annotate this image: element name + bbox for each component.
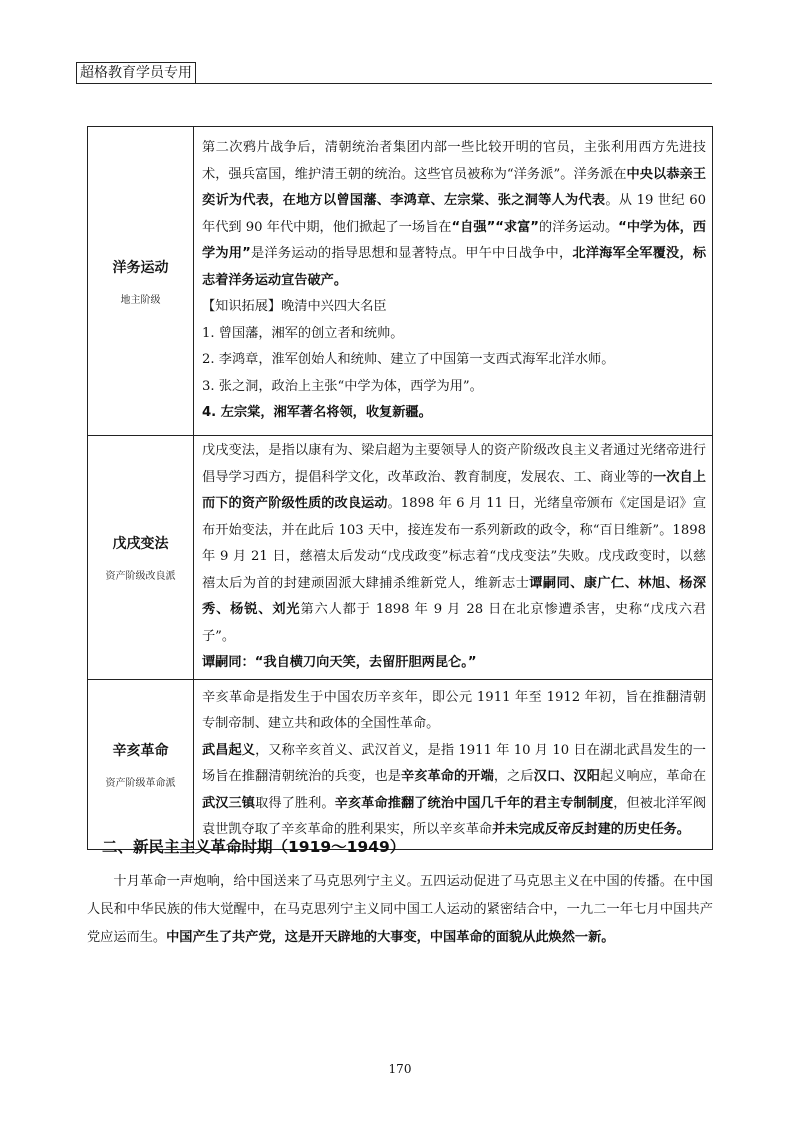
section-heading: 二、新民主主义革命时期（1919～1949） [102,838,406,856]
row-title: 戊戌变法 [112,535,169,552]
paragraph [202,400,706,427]
row-content [194,127,713,436]
paragraph [202,294,706,321]
emphasis-text: “自强”“求富” [451,219,539,235]
emphasis-text: 谭嗣同、康广仁、林旭、杨深秀、杨锐、刘光 [202,575,707,617]
text-run: ，又称辛亥首义、武汉首义，是指 1911 年 10 月 10 日在湖北武昌发生的一场旨在推翻清朝统治的兵变，也是 [202,742,706,784]
row-paragraphs [202,135,706,427]
emphasis-text: 武汉三镇 [202,795,256,811]
row-label-cell [88,436,194,680]
emphasis-text: 并未完成反帝反封建的历史任务。 [492,822,690,837]
row-subtitle: 资产阶级革命派 [105,777,176,789]
header-tag: 超格教育学员专用 [76,62,196,84]
emphasis-text: 北洋海军全军覆没，标志着洋务运动宣告破产。 [202,246,707,288]
text-run: ，但被北洋军阀袁世凯夺取了辛亥革命的胜利果实，所以辛亥革命 [202,795,707,837]
paragraph [202,135,706,294]
paragraph [202,685,706,738]
section-body [87,868,713,952]
text-run: 。1898 年 6 月 11 日，光绪皇帝颁布《定国是诏》宣布开始变法，并在此后 103 天中，接连发布一系列新政的政令，称“百日维新”。1898 年 9 月 21 日，慈禧太后发动“戊戌政变”标志着“戊戌变法”失败。戊戌政变时，以慈禧太后为首的封建顽固派大肆捕杀维新党人，维新志士 [202,496,706,591]
row-content [194,679,713,849]
row-paragraphs [202,685,706,844]
emphasis-text: 辛亥革命推翻了统治中国几千年的君主专制制度 [334,795,614,811]
row-title: 辛亥革命 [112,742,169,759]
text-run: 第二次鸦片战争后，清朝统治者集团内部一些比较开明的官员，主张利用西方先进技术，强兵富国，维护清王朝的统治。这些官员被称为“洋务派”。洋务派在 [202,140,706,182]
paragraph [202,374,706,401]
row-paragraphs [202,438,706,677]
text-run: 1. 曾国藩，湘军的创立者和统帅。 [202,325,404,341]
text-run: 戊戌变法，是指以康有为、梁启超为主要领导人的资产阶级改良主义者通过光绪帝进行倡导学习西方，提倡科学文化，改革政治、教育制度，发展农、工、商业等的 [202,443,706,485]
table-row [88,127,713,436]
emphasis-text: 中央以恭亲王奕䜣为代表，在地方以曾国藩、李鸿章、左宗棠、张之洞等人为代表 [202,166,707,209]
paragraph [202,738,706,844]
row-label-cell [88,679,194,849]
header-divider [76,83,712,84]
text-run: 3. 张之洞，政治上主张“中学为体，西学为用”。 [202,378,483,394]
emphasis-text: 汉口、汉阳 [533,769,600,784]
text-run: 第六人都于 1898 年 9 月 28 日在北京惨遭杀害，史称“戊戌六君子”。 [202,602,706,644]
text-run: 。从 19 世纪 60 年代到 90 年代中期，他们掀起了一场旨在 [202,193,706,235]
text-run: ，之后 [493,769,534,784]
emphasis-text: 辛亥革命的开端 [400,769,494,784]
emphasis-text: “中学为体，西学为用” [202,219,706,262]
emphasis-text: 谭嗣同：“我自横刀向天笑，去留肝胆两昆仑。” [202,655,477,670]
table-row [88,436,713,680]
row-title: 洋务运动 [112,259,169,276]
text-run: 的洋务运动。 [538,219,619,235]
row-label-cell [88,127,194,436]
text-run: 是洋务运动的指导思想和显著特点。甲午中日战争中， [250,246,573,262]
emphasis-text: 4. 左宗棠，湘军著名将领，收复新疆。 [202,405,432,421]
emphasis-text: 武昌起义 [202,742,256,758]
table-row [88,679,713,849]
text-run: 取得了胜利。 [255,795,335,811]
text-run: 十月革命一声炮响，给中国送来了马克思列宁主义。五四运动促进了马克思主义在中国的传播。在中国人民和中华民族的伟大觉醒中，在马克思列宁主义同中国工人运动的紧密结合中，一九二一年七月中国共产党应运而生。 [87,874,713,945]
text-run: 2. 李鸿章，淮军创始人和统帅、建立了中国第一支西式海军北洋水师。 [202,352,615,368]
paragraph [202,321,706,348]
text-run: 起义响应，革命在 [599,769,707,784]
row-subtitle: 资产阶级改良派 [105,570,176,582]
row-subtitle: 地主阶级 [120,294,161,306]
history-table [87,126,713,850]
paragraph [202,650,706,677]
paragraph [202,347,706,374]
emphasis-text: 中国产生了共产党，这是开天辟地的大事变，中国革命的面貌从此焕然一新。 [166,930,615,945]
text-run: 【知识拓展】晚清中兴四大名臣 [202,299,387,315]
page-number: 170 [388,1062,412,1076]
emphasis-text: 一次自上而下的资产阶级性质的改良运动 [202,469,706,511]
text-run: 辛亥革命是指发生于中国农历辛亥年，即公元 1911 年至 1912 年初，旨在推翻清朝专制帝制、建立共和政体的全国性革命。 [202,689,706,731]
row-content [194,436,713,680]
paragraph [202,438,706,650]
